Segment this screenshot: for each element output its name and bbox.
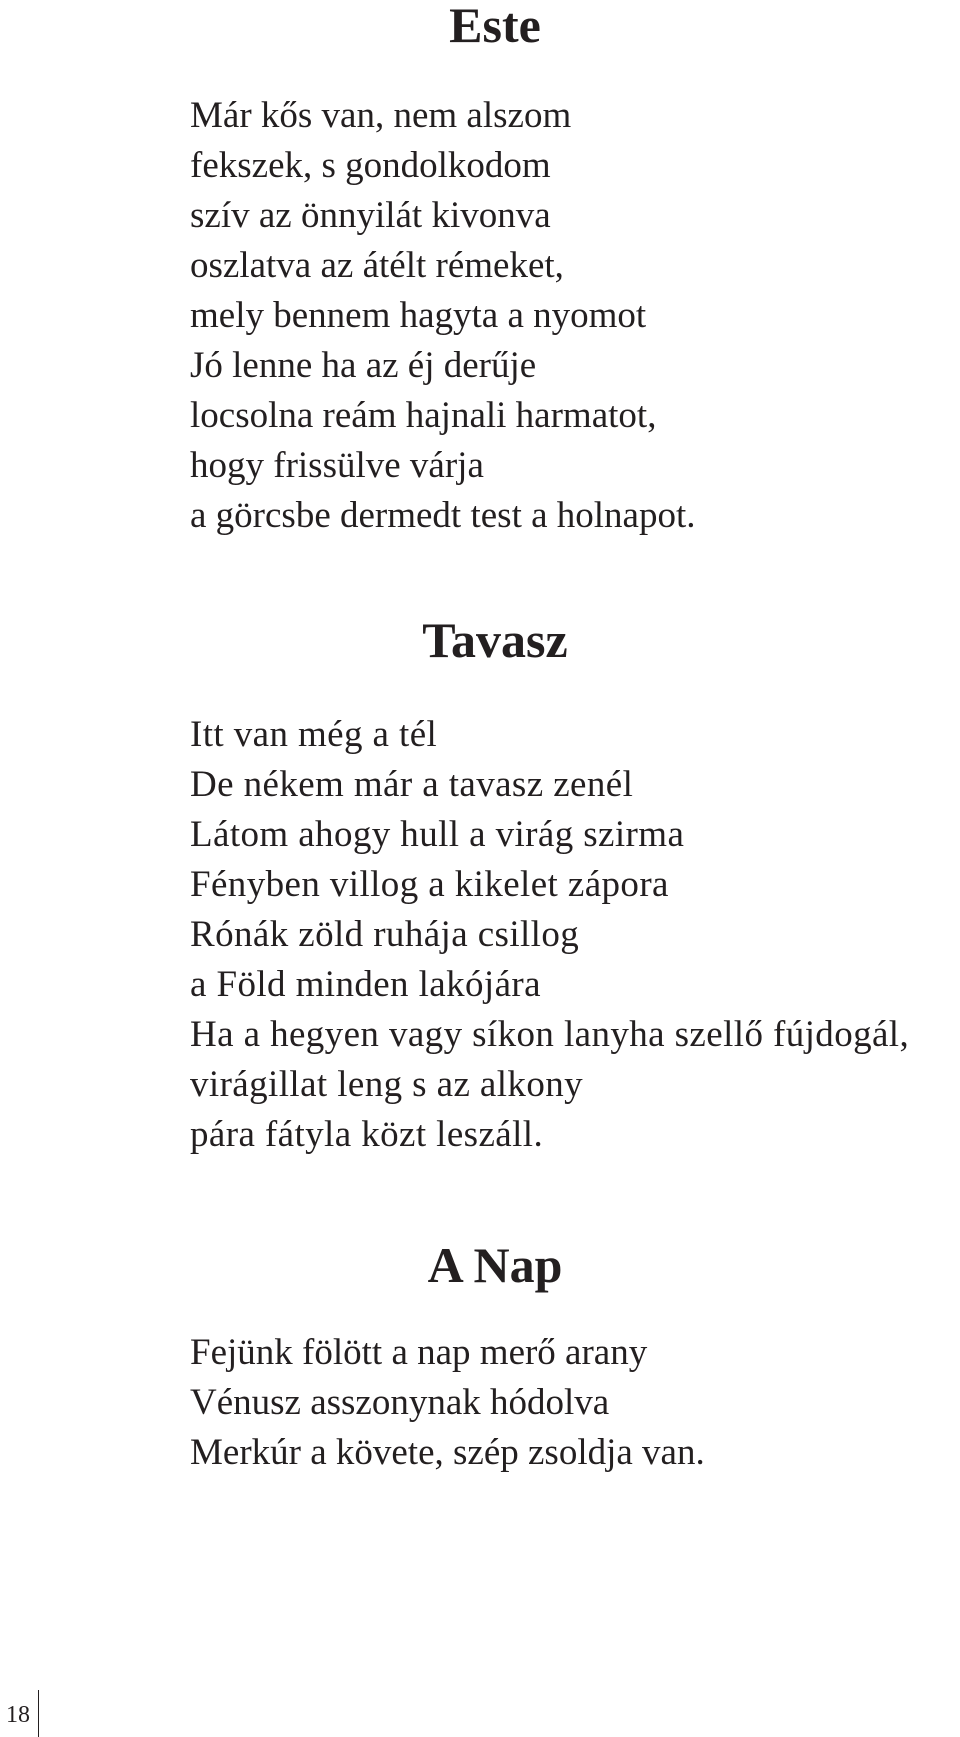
poem-line: mely bennem hagyta a nyomot — [190, 295, 647, 336]
poem-line: Már kős van, nem alszom — [190, 95, 572, 136]
poem-line: De nékem már a tavasz zenél — [190, 764, 634, 805]
page-margin-rule — [38, 1690, 39, 1737]
poem-body-tavasz — [190, 710, 909, 1160]
poem-line: a Föld minden lakójára — [190, 964, 541, 1005]
poem-body-este — [190, 91, 696, 541]
poem-title-a-nap: A Nap — [427, 1237, 563, 1293]
poem-line: Ha a hegyen vagy síkon lanyha szellő fújdogál, — [190, 1014, 910, 1055]
poem-line: pára fátyla közt leszáll. — [190, 1114, 544, 1155]
poem-line: a görcsbe dermedt test a holnapot. — [190, 495, 696, 536]
poem-line: Itt van még a tél — [190, 714, 438, 755]
poem-body-a-nap — [190, 1328, 705, 1478]
poem-line: Fényben villog a kikelet zápora — [190, 864, 669, 905]
poem-line: Rónák zöld ruhája csillog — [190, 914, 580, 955]
poem-title-tavasz: Tavasz — [422, 612, 568, 668]
poem-line: Merkúr a követe, szép zsoldja van. — [190, 1432, 705, 1473]
poem-line: Fejünk fölött a nap merő arany — [190, 1332, 648, 1373]
poem-line: hogy frissülve várja — [190, 445, 484, 486]
poem-line: Látom ahogy hull a virág szirma — [190, 814, 685, 855]
poem-line: locsolna reám hajnali harmatot, — [190, 395, 657, 436]
poem-line: fekszek, s gondolkodom — [190, 145, 551, 186]
poem-line: virágillat leng s az alkony — [190, 1064, 584, 1105]
poem-line: szív az önnyilát kivonva — [190, 195, 551, 236]
poem-title-este: Este — [449, 0, 541, 53]
poem-line: Jó lenne ha az éj derűje — [190, 345, 537, 386]
poem-line: oszlatva az átélt rémeket, — [190, 245, 564, 286]
poem-line: Vénusz asszonynak hódolva — [190, 1382, 610, 1423]
page-number: 18 — [6, 1702, 30, 1728]
